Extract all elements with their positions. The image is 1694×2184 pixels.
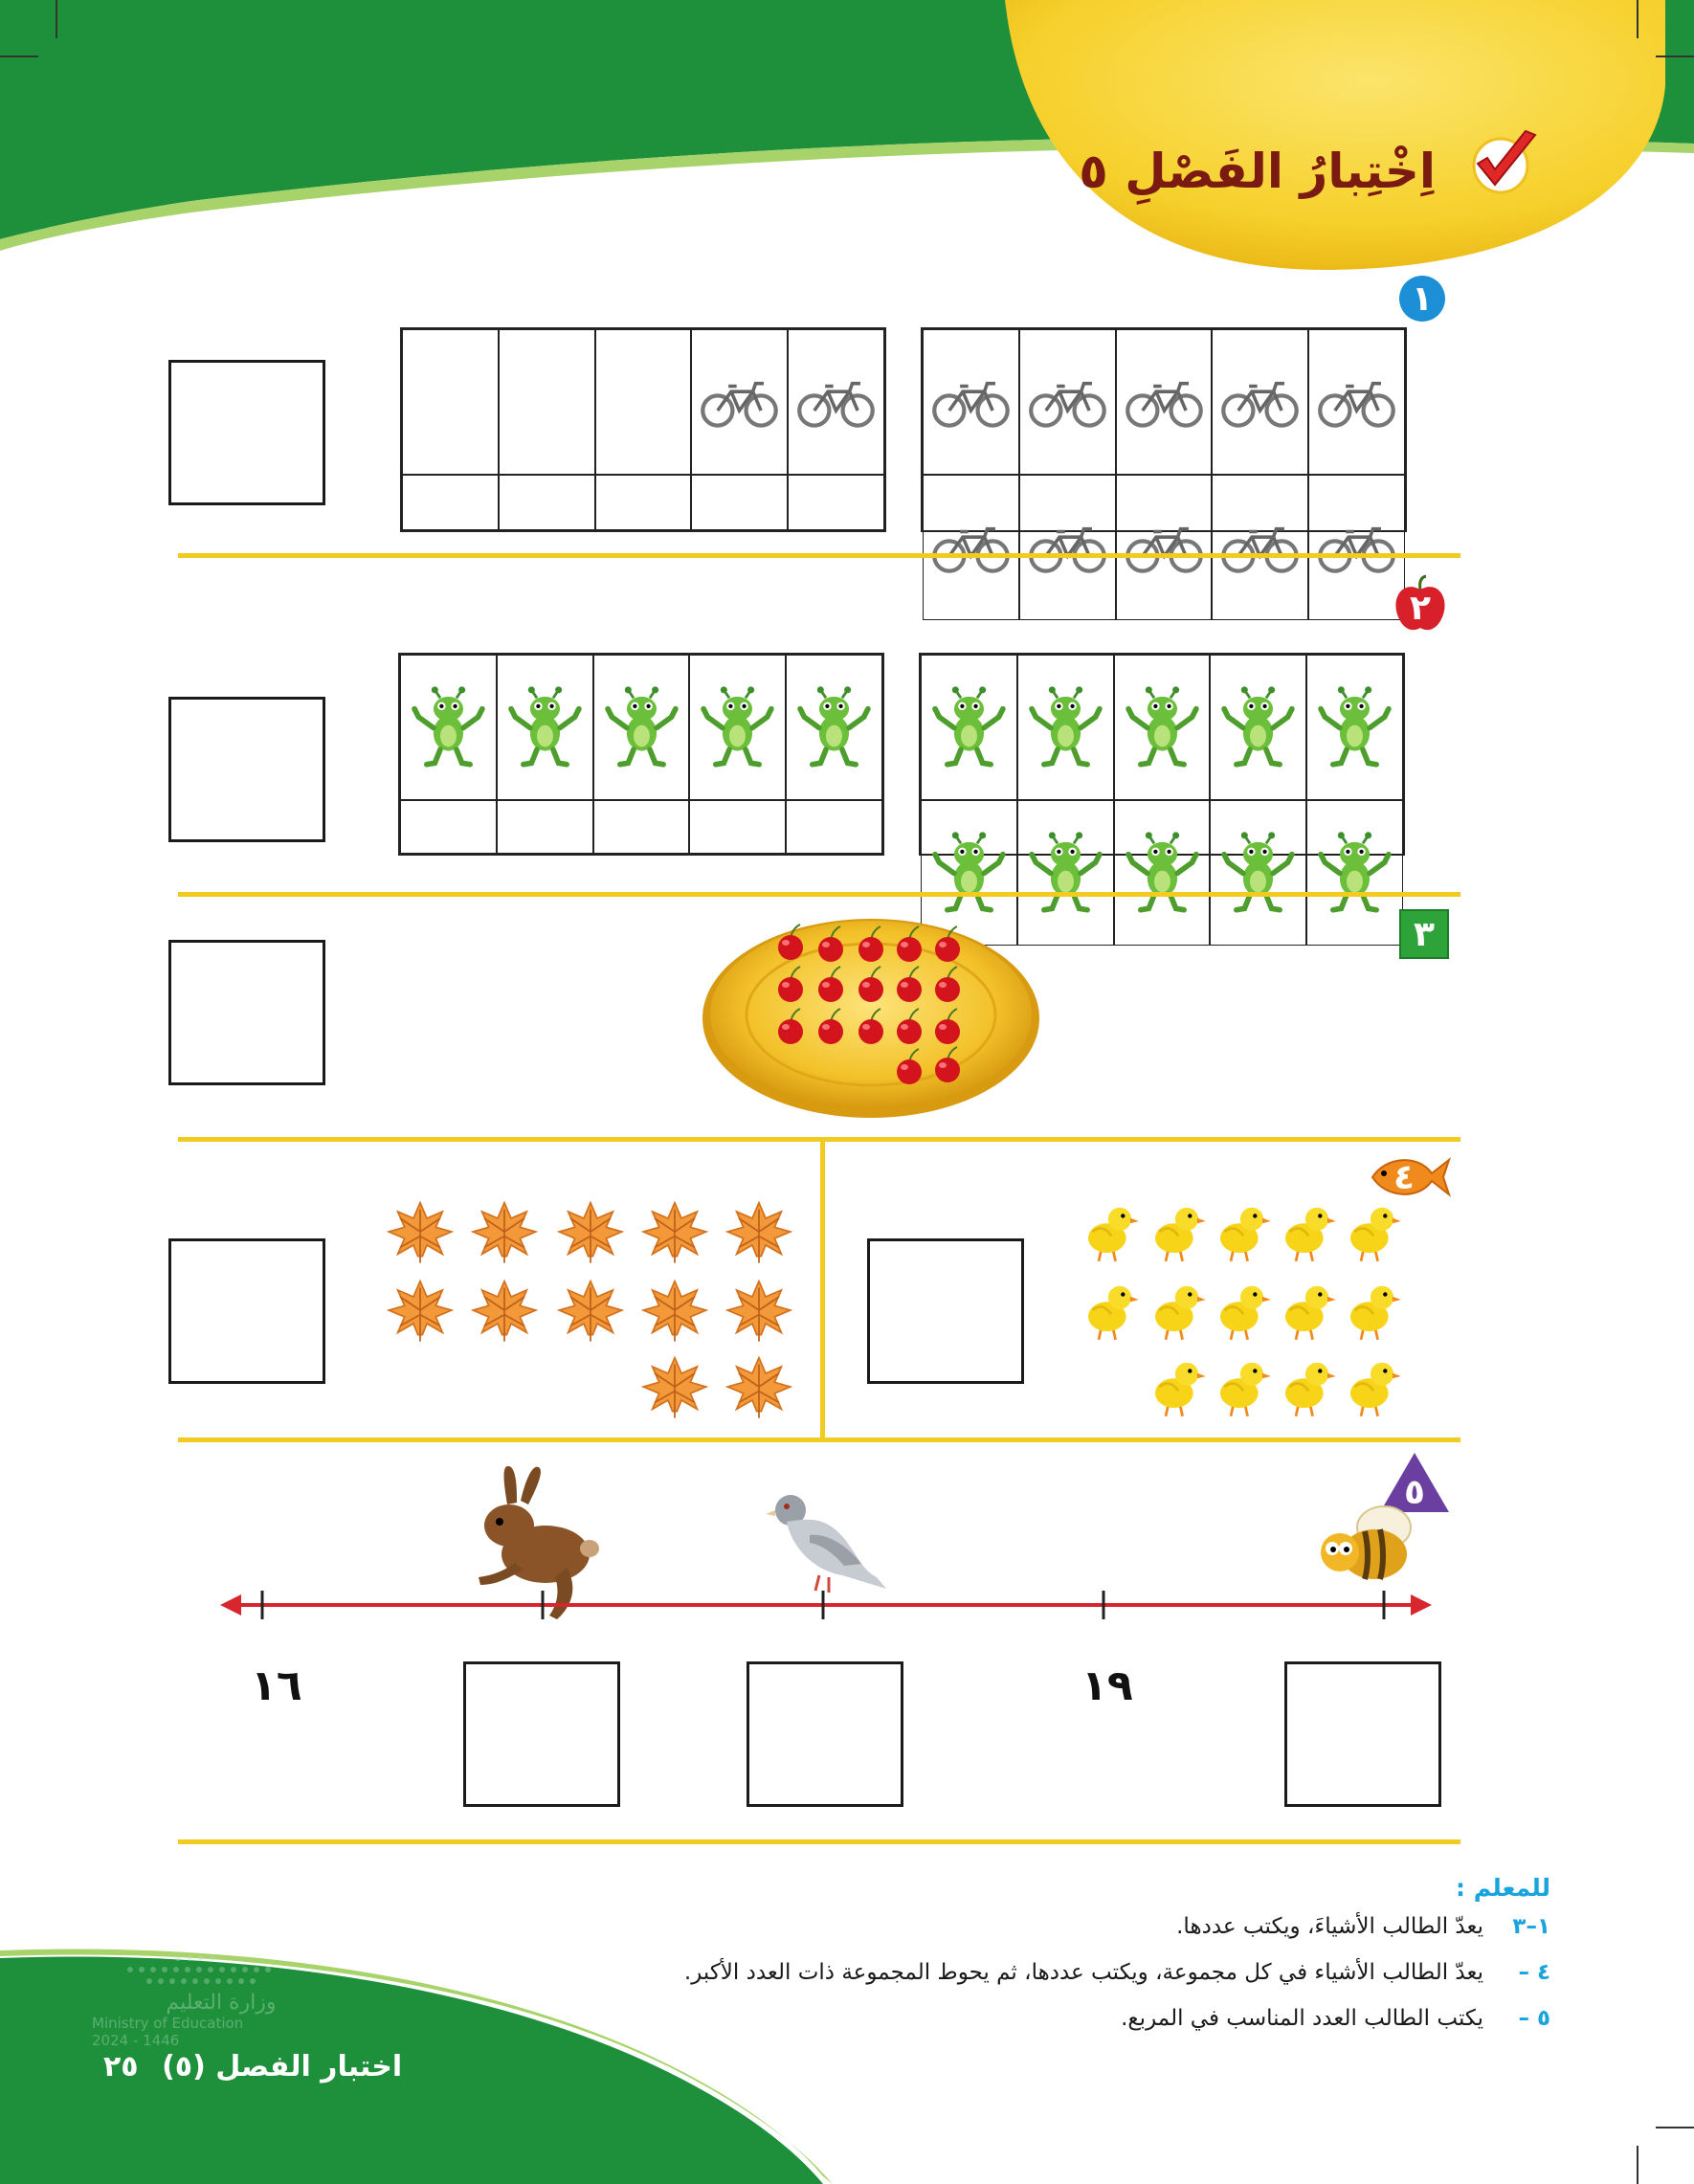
section-divider <box>178 553 1460 558</box>
number-label-19: ١٩ <box>1081 1661 1133 1710</box>
crop-mark <box>56 0 57 38</box>
leaf-icon <box>641 1353 708 1420</box>
frame-cell <box>1308 475 1405 620</box>
frame-cell <box>1210 655 1306 800</box>
frame-cell <box>1212 329 1308 475</box>
ministry-dots-icon <box>92 1952 341 1987</box>
bicycle-icon <box>1027 486 1108 610</box>
answer-box-q5-b[interactable] <box>747 1661 903 1807</box>
frame-cell <box>1114 800 1211 946</box>
bicycle-icon <box>930 341 1012 464</box>
section-number: ٢ <box>1410 588 1431 628</box>
leaf-icon <box>387 1198 454 1265</box>
chick-icon <box>1210 1279 1273 1342</box>
frame-cell <box>1017 655 1114 800</box>
plate-with-cherries <box>699 911 1043 1122</box>
chick-icon <box>1275 1355 1338 1418</box>
frame-cell <box>593 655 690 800</box>
leaf-icon <box>557 1198 624 1265</box>
chick-icon <box>1340 1355 1403 1418</box>
frame-cell <box>595 329 692 475</box>
bicycle-icon <box>930 486 1012 610</box>
frame-cell <box>1306 800 1403 946</box>
teacher-note-num: ٥ – <box>1518 2006 1550 2031</box>
frame-cell <box>1114 655 1211 800</box>
frame-cell <box>1210 800 1306 946</box>
crop-mark <box>1656 2127 1694 2128</box>
answer-box-q5-c[interactable] <box>1284 1661 1441 1807</box>
crop-mark <box>1637 0 1638 38</box>
alien-icon <box>1217 666 1299 790</box>
leaf-icon <box>725 1198 792 1265</box>
leaf-icon <box>471 1277 538 1344</box>
bicycle-icon <box>1219 341 1301 464</box>
section-2-badge <box>1392 574 1449 634</box>
vertical-divider <box>820 1139 825 1437</box>
section-divider <box>178 1437 1460 1442</box>
section-number: ١ <box>1412 279 1433 319</box>
teacher-note-text: يعدّ الطالب الأشياء في كل مجموعة، ويكتب عددها، ثم يحوط المجموعة ذات العدد الأكبر. <box>683 1960 1483 1985</box>
chick-icon <box>1275 1279 1338 1342</box>
leaf-icon <box>557 1277 624 1344</box>
frame-cell <box>788 475 884 530</box>
number-line <box>218 1581 1434 1629</box>
teacher-note-line <box>1121 2006 1550 2031</box>
section-4-badge <box>1367 1152 1453 1202</box>
frame-cell <box>689 655 786 800</box>
alien-icon <box>1122 812 1203 935</box>
number-label-16: ١٦ <box>251 1661 302 1710</box>
crop-mark <box>0 56 38 57</box>
bicycle-icon <box>1219 486 1301 610</box>
section-1-badge <box>1399 276 1445 322</box>
teacher-note-heading: للمعلم : <box>1456 1874 1550 1902</box>
teacher-note-num: ١–٣ <box>1512 1914 1550 1939</box>
answer-box-q4-left[interactable] <box>168 1238 325 1384</box>
bicycle-icon <box>1316 486 1397 610</box>
chick-icon <box>1275 1200 1338 1263</box>
section-divider <box>178 1839 1460 1844</box>
ten-frame-q2-right <box>919 653 1405 856</box>
alien-icon <box>408 666 489 790</box>
leaf-icon <box>725 1277 792 1344</box>
bicycle-icon <box>1124 341 1205 464</box>
teacher-note-text: يكتب الطالب العدد المناسب في المربع. <box>1121 2006 1483 2031</box>
bicycle-icon <box>699 341 780 464</box>
crop-mark <box>1637 2146 1638 2184</box>
frame-cell <box>786 800 882 854</box>
frame-cell <box>400 655 497 800</box>
teacher-note-text: يعدّ الطالب الأشياءَ، ويكتب عددها. <box>1176 1914 1483 1939</box>
alien-icon <box>504 666 586 790</box>
alien-icon <box>1025 666 1106 790</box>
frame-cell <box>923 475 1019 620</box>
chick-icon <box>1078 1279 1141 1342</box>
leaf-icon <box>641 1198 708 1265</box>
frame-cell <box>788 329 884 475</box>
checkmark-icon <box>1464 129 1541 196</box>
frame-cell <box>921 655 1017 800</box>
alien-icon <box>1314 812 1395 935</box>
frame-cell <box>497 800 593 854</box>
leaf-icon <box>387 1277 454 1344</box>
leaf-icon <box>471 1198 538 1265</box>
ministry-name: وزارة التعليم <box>166 1991 277 2015</box>
ministry-logo <box>92 1952 350 2049</box>
frame-cell <box>1116 475 1213 620</box>
leaf-icon <box>725 1353 792 1420</box>
chick-icon <box>1340 1279 1403 1342</box>
chick-icon <box>1210 1200 1273 1263</box>
chick-icon <box>1145 1279 1208 1342</box>
ten-frame-q1-right <box>921 327 1407 532</box>
alien-icon <box>1217 812 1299 935</box>
alien-icon <box>1122 666 1203 790</box>
frame-cell <box>691 329 788 475</box>
chapter-label: اختبار الفصل (٥) <box>162 2050 403 2084</box>
answer-box-q1[interactable] <box>168 360 325 505</box>
alien-icon <box>793 666 875 790</box>
frame-cell <box>400 800 497 854</box>
crop-mark <box>1656 56 1694 57</box>
frame-cell <box>1306 655 1403 800</box>
ten-frame-q1-left <box>400 327 886 532</box>
answer-box-q3[interactable] <box>168 940 325 1085</box>
bicycle-icon <box>1316 341 1397 464</box>
section-number: ٤ <box>1393 1157 1415 1197</box>
bee-icon <box>1317 1499 1422 1589</box>
answer-box-q5-a[interactable] <box>463 1661 620 1807</box>
frame-cell <box>923 329 1019 475</box>
chick-icon <box>1145 1355 1208 1418</box>
chick-icon <box>1145 1200 1208 1263</box>
footer-label <box>103 2050 402 2084</box>
frame-cell <box>1308 329 1405 475</box>
header-yellow-blob <box>995 0 1665 278</box>
leaf-icon <box>641 1277 708 1344</box>
section-number: ٥ <box>1404 1472 1425 1512</box>
bicycle-icon <box>1027 341 1108 464</box>
bicycle-icon <box>795 341 877 464</box>
frame-cell <box>1116 329 1213 475</box>
ministry-year: 2024 - 1446 <box>92 2032 180 2049</box>
teacher-note-num: ٤ – <box>1518 1960 1550 1985</box>
page-title: اِخْتِبارُ الفَصْلِ ٥ <box>1079 144 1436 199</box>
section-3-badge <box>1399 909 1449 959</box>
section-divider <box>178 1137 1460 1142</box>
section-divider <box>178 892 1460 897</box>
ministry-name-en: Ministry of Education <box>92 2015 244 2032</box>
frame-cell <box>497 655 593 800</box>
alien-icon <box>601 666 682 790</box>
frame-cell <box>691 475 788 530</box>
chick-icon <box>1340 1200 1403 1263</box>
bicycle-icon <box>1124 486 1205 610</box>
chick-icon <box>1078 1200 1141 1263</box>
ten-frame-q2-left <box>398 653 884 856</box>
alien-icon <box>1314 666 1395 790</box>
section-number: ٣ <box>1414 914 1435 954</box>
frame-cell <box>1019 329 1116 475</box>
frame-cell <box>402 329 499 475</box>
frame-cell <box>499 475 595 530</box>
answer-box-q4-right[interactable] <box>867 1238 1024 1384</box>
frame-cell <box>1019 475 1116 620</box>
frame-cell <box>689 800 786 854</box>
page-number: ٢٥ <box>103 2050 139 2084</box>
frame-cell <box>786 655 882 800</box>
answer-box-q2[interactable] <box>168 697 325 842</box>
chick-icon <box>1210 1355 1273 1418</box>
frame-cell <box>593 800 690 854</box>
alien-icon <box>928 666 1010 790</box>
frame-cell <box>1212 475 1308 620</box>
frame-cell <box>595 475 692 530</box>
frame-cell <box>402 475 499 530</box>
frame-cell <box>499 329 595 475</box>
teacher-note-line <box>1176 1914 1550 1939</box>
alien-icon <box>697 666 778 790</box>
